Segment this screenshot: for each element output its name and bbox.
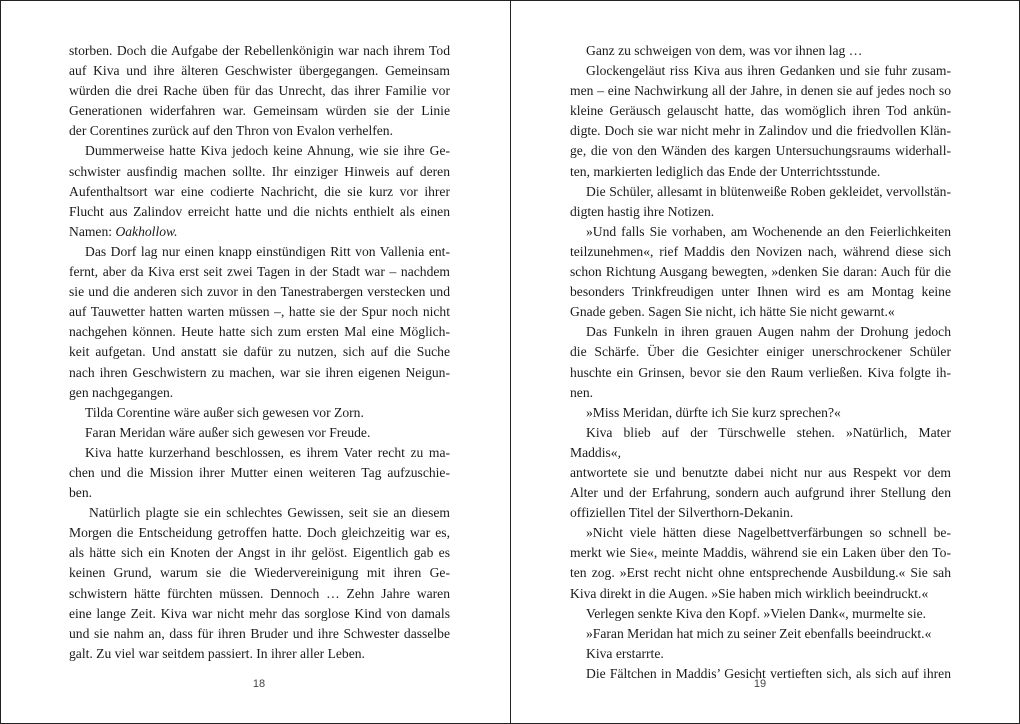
text-line: Generationen widerfahren war. Gemeinsam würden sie der Linie [69,103,450,119]
text-line: schwister ausfindig machen sollte. Ihr einziger Hinweis auf deren [69,163,450,179]
paragraph [570,604,951,624]
text-line: fernt, aber da Kiva erst seit zwei Tagen in der Stadt war – nachdem [69,264,450,280]
text-line: Die Schüler, allesamt in blütenweiße Roben gekleidet, vervollstän- [586,183,951,199]
text-line: eine lange Zeit. Kiva war nicht mehr das sorglose Kind von damals [69,605,450,621]
text-line: sie und die anderen sich zuvor in den Tanestrabergen verstecken und [69,284,450,300]
text-line: ge, die von den Wänden des kargen Untersuchungsraums widerhall- [570,143,951,159]
paragraph [570,41,951,61]
text-line: galt. Zu viel war seitdem passiert. In ihrer aller Leben. [69,645,365,661]
text-line: digte. Doch sie war nicht mehr in Zalindov und die friedvollen Klän- [570,123,951,139]
paragraph [570,644,951,664]
text-line: Tilda Corentine wäre außer sich gewesen vor Zorn. [85,404,364,420]
text-line: als hätte sich ein Knoten der Angst in ihr gelöst. Eigentlich gab es [69,545,450,561]
text-line: »Faran Meridan hat mich zu seiner Zeit ebenfalls beeindruckt.« [586,625,932,641]
italic-place-name: Oakhollow. [115,223,178,239]
text-fragment: Namen: [69,223,116,239]
text-line: chen und die Mission ihrer Mutter einen weiteren Tag aufzuschie- [69,464,450,480]
text-line: teilzunehmen«, rief Maddis den Novizen nach, während diese sich [570,243,951,259]
paragraph [570,322,951,402]
paragraph [570,61,951,182]
text-line: schon Richtung Ausgang bewegten, »denken Sie daran: Auch für die [570,264,951,280]
text-line: nachgehen können. Heute hatte sich zum ersten Mal eine Möglich- [69,324,450,340]
text-line: Ganz zu schweigen von dem, was vor ihnen lag … [586,43,863,58]
text-line: ten, markierten lediglich das Ende der Unterrichtsstunde. [570,163,881,179]
text-line: ten zog. »Erst recht nicht ohne entsprechende Ausbildung.« Sie sah [570,565,951,581]
text-line: der Corentines zurück auf den Thron von Evalon verhelfen. [69,123,393,139]
text-line: »Und falls Sie vorhaben, am Wochenende an den Feierlichkeiten [586,223,951,239]
text-line: Verlegen senkte Kiva den Kopf. »Vielen Dank«, murmelte sie. [586,605,927,621]
paragraph [570,523,951,603]
paragraph [69,403,450,423]
text-line: merkt wie Sie«, meinte Maddis, während sie ein Laken über den To- [570,545,951,561]
paragraph [69,242,450,403]
left-page-text [69,41,450,664]
paragraph [69,503,450,664]
paragraph [570,403,951,423]
text-line: Das Funkeln in ihren grauen Augen nahm der Drohung jedoch [586,324,951,340]
text-line: storben. Doch die Aufgabe der Rebellenkönigin war nach ihrem Tod [69,43,450,58]
text-line: die Schärfe. Über die Gesichter einiger unerschrockener Schüler [570,344,951,360]
text-line: Die Fältchen in Maddis’ Gesicht vertieften sich, als sich auf ihren [586,665,951,681]
text-line: Natürlich plagte sie ein schlechtes Gewissen, seit sie an diesem [89,505,450,521]
text-line: auf Kiva und ihre älteren Geschwister übergegangen. Gemeinsam [69,63,450,79]
paragraph [570,222,951,322]
right-page-text [570,41,951,684]
text-line: antwortete sie und benutzte dabei nicht nur aus Respekt vor dem [570,464,951,480]
paragraph [570,624,951,644]
text-line: Dummerweise hatte Kiva jedoch keine Ahnung, wie sie ihre Ge- [85,143,450,159]
text-line: Kiva erstarrte. [586,645,664,661]
text-line: Gnade geben. Sagen Sie nicht, ich hätte Sie nicht gewarnt.« [570,304,895,320]
text-line: Alter und der Erfahrung, sondern auch aufgrund ihrer Stellung den [570,485,951,501]
text-line: »Nicht viele hätten diese Nagelbettverfärbungen so schnell be- [586,525,951,541]
paragraph [69,423,450,443]
text-line: keit aufgetan. Und anstatt sie dafür zu nutzen, sich auf die Suche [69,344,450,360]
paragraph [570,182,951,222]
page-gutter [510,1,511,723]
text-line: Glockengeläut riss Kiva aus ihren Gedanken und sie fuhr zusam- [586,63,951,79]
text-line: gen nachgegangen. [69,384,174,400]
text-line: digten hastig ihre Notizen. [570,203,715,219]
text-line: und sie nahm an, dass für ihren Bruder und ihre Schwester dasselbe [69,625,450,641]
paragraph [69,443,450,503]
text-line: »Miss Meridan, dürfte ich Sie kurz sprechen?« [586,404,841,420]
page-number-left: 18 [252,678,266,690]
paragraph [69,141,450,241]
text-line: schwistern hätte fürchten müssen. Dennoch … Zehn Jahre waren [69,585,450,601]
text-line: ben. [69,485,93,501]
text-line: besonders Trinkfreudigen unter Ihnen wird es am Montag keine [570,284,951,300]
text-line: keinen Grund, warum sie die Wiedervereinigung mit ihren Ge- [69,565,450,581]
text-line: men – eine Nachwirkung all der Jahre, in denen sie auf jedes noch so [570,83,951,99]
paragraph [69,41,450,141]
text-line [69,222,450,242]
text-line: würden die drei Rache üben für das Unrecht, das ihrer Familie vor [69,83,450,99]
text-line: nach ihren Geschwistern zu machen, war sie ihren eigenen Neigun- [69,364,450,380]
text-line: Morgen die Entscheidung getroffen hatte. Doch gleichzeitig war es, [69,525,450,541]
text-line: kleine Geräusch gelauscht hatte, das womöglich ihren Tod ankün- [570,103,951,119]
text-line: huschte ein Grinsen, bevor sie den Raum verließen. Kiva folgte ih- [570,364,951,380]
text-line: Kiva blieb auf der Türschwelle stehen. »Natürlich, Mater Maddis«, [570,424,951,460]
text-line: Faran Meridan wäre außer sich gewesen vor Freude. [85,424,371,440]
text-line: auf Tauwetter hatten warten müssen –, hatte sie der Spur noch nicht [69,304,450,320]
text-line: Flucht aus Zalindov erreicht hatte und die nichts enthielt als einen [69,203,450,219]
text-line: Kiva hatte kurzerhand beschlossen, es ihrem Vater recht zu ma- [85,444,450,460]
text-line: offiziellen Titel der Silverthorn-Dekanin. [570,505,794,521]
page-number-right: 19 [753,678,767,690]
paragraph [570,423,951,523]
text-line: Aufenthaltsort war eine codierte Nachricht, die sie kurz vor ihrer [69,183,450,199]
text-line: Kiva direkt in die Augen. »Sie haben mich wirklich beeindruckt.« [570,585,929,601]
text-line: Das Dorf lag nur einen knapp einstündigen Ritt von Vallenia ent- [85,243,450,259]
text-line: nen. [570,384,594,400]
